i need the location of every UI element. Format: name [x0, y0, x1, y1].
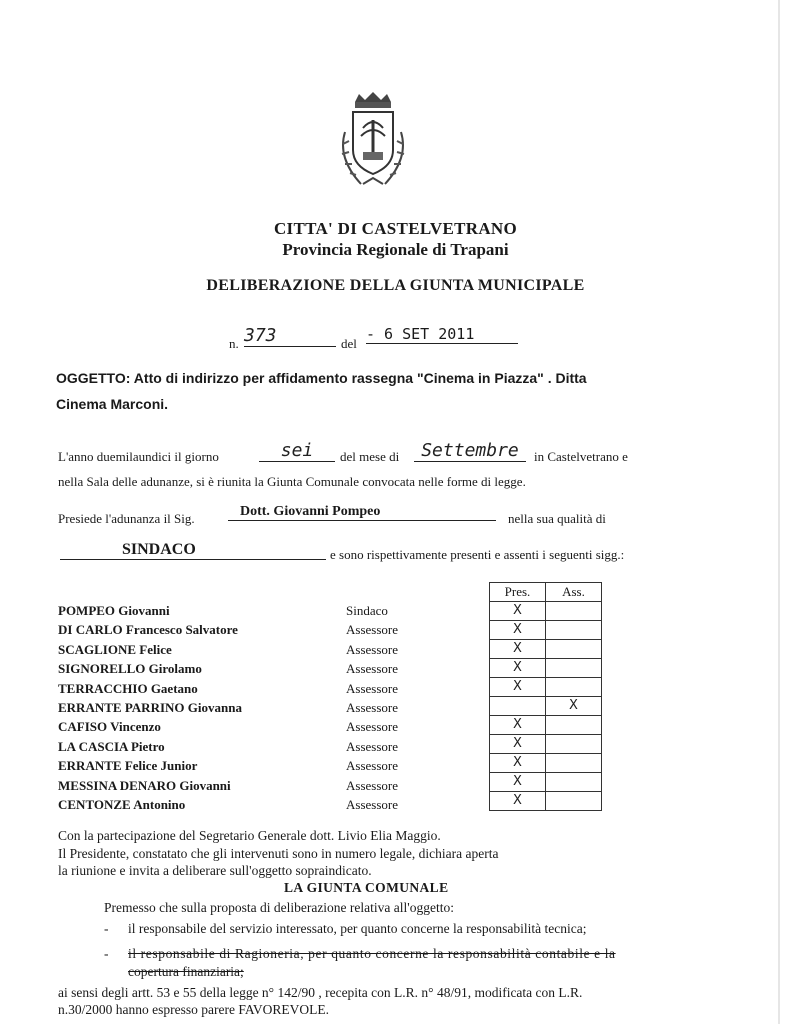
- attendance-row: [490, 602, 602, 621]
- oggetto-label: OGGETTO:: [56, 370, 131, 386]
- attendance-row: [490, 621, 602, 640]
- attendance-row: [490, 697, 602, 716]
- ass-mark: [546, 716, 602, 735]
- attendance-row: [490, 678, 602, 697]
- ass-mark: [546, 621, 602, 640]
- pres-mark: X: [490, 716, 546, 735]
- riunione-line: la riunione e invita a deliberare sull'oggetto sopraindicato.: [58, 863, 372, 878]
- pres-mark: X: [490, 735, 546, 754]
- bullet-copertura: copertura finanziaria;: [128, 964, 244, 979]
- day-field: sei: [259, 440, 335, 462]
- attendance-row: [490, 640, 602, 659]
- member-name: MESSINA DENARO Giovanni: [58, 777, 231, 793]
- premesso-line: Premesso che sulla proposta di deliberazione relativa all'oggetto:: [104, 900, 454, 915]
- month-field: Settembre: [414, 440, 526, 462]
- pres-mark: X: [490, 792, 546, 811]
- page-edge: [778, 0, 780, 1024]
- ass-mark: [546, 792, 602, 811]
- member-role: Assessore: [346, 758, 398, 774]
- member-name: CENTONZE Antonino: [58, 797, 186, 813]
- bullet-tecnica: il responsabile del servizio interessato, per quanto concerne la responsabilità tecnica;: [128, 921, 587, 936]
- attendance-table: [489, 582, 602, 811]
- oggetto-line-1: [56, 370, 587, 386]
- ass-mark: [546, 602, 602, 621]
- intro-anno: L'anno duemilaundici il giorno: [58, 449, 219, 464]
- attendance-row: [490, 716, 602, 735]
- body-paragraph: [58, 827, 498, 880]
- bullet-dash: -: [104, 921, 109, 936]
- carica-field: SINDACO: [60, 541, 326, 560]
- qualita-label: nella sua qualità di: [508, 511, 606, 526]
- ass-mark: X: [546, 697, 602, 716]
- city-title: CITTA' DI CASTELVETRANO: [273, 219, 518, 238]
- number-prefix: n.: [229, 336, 239, 351]
- member-role: Assessore: [346, 680, 398, 696]
- coat-of-arms-emblem: [333, 92, 413, 192]
- pres-mark: X: [490, 640, 546, 659]
- ass-mark: [546, 773, 602, 792]
- attendance-row: [490, 735, 602, 754]
- member-role: Assessore: [346, 622, 398, 638]
- presiede-label: Presiede l'adunanza il Sig.: [58, 511, 195, 526]
- attendance-row: [490, 754, 602, 773]
- member-role: Assessore: [346, 777, 398, 793]
- presenti-text: e sono rispettivamente presenti e assenti i seguenti sigg.:: [330, 547, 625, 562]
- bullet-dash: -: [104, 946, 109, 961]
- member-name: TERRACCHIO Gaetano: [58, 680, 198, 696]
- document-type: DELIBERAZIONE DELLA GIUNTA MUNICIPALE: [206, 277, 585, 294]
- province-title: Provincia Regionale di Trapani: [282, 240, 509, 259]
- member-name: DI CARLO Francesco Salvatore: [58, 622, 238, 638]
- ass-mark: [546, 640, 602, 659]
- segretario-line: Con la partecipazione del Segretario Generale dott. Livio Elia Maggio.: [58, 828, 441, 843]
- member-role: Sindaco: [346, 603, 388, 618]
- pres-header: Pres.: [490, 583, 546, 602]
- ass-mark: [546, 678, 602, 697]
- president-name: Dott. Giovanni Pompeo: [228, 504, 496, 521]
- member-name: SIGNORELLO Girolamo: [58, 661, 202, 677]
- member-role: Assessore: [346, 661, 398, 677]
- attendance-row: [490, 792, 602, 811]
- member-role: Assessore: [346, 797, 398, 813]
- member-role: Assessore: [346, 641, 398, 657]
- pres-mark: X: [490, 621, 546, 640]
- member-name: POMPEO Giovanni: [58, 603, 170, 618]
- oggetto-text-1: Atto di indirizzo per affidamento rassegna "Cinema in Piazza" . Ditta: [133, 370, 587, 386]
- pres-mark: [490, 697, 546, 716]
- ass-mark: [546, 754, 602, 773]
- member-role: Assessore: [346, 719, 398, 735]
- pres-mark: X: [490, 678, 546, 697]
- pres-mark: X: [490, 754, 546, 773]
- intro-line-2: nella Sala delle adunanze, si è riunita la Giunta Comunale convocata nelle forme di legge.: [58, 474, 526, 489]
- presidente-line: Il Presidente, constatato che gli intervenuti sono in numero legale, dichiara aperta: [58, 845, 499, 861]
- pres-mark: X: [490, 659, 546, 678]
- pres-mark: X: [490, 773, 546, 792]
- member-name: LA CASCIA Pietro: [58, 738, 165, 754]
- date-label: del: [341, 336, 357, 351]
- sensi-line-2: n.30/2000 hanno espresso parere FAVOREVOLE.: [58, 1002, 329, 1017]
- intro-place: in Castelvetrano e: [534, 449, 628, 464]
- member-name: ERRANTE PARRINO Giovanna: [58, 700, 242, 716]
- giunta-heading: LA GIUNTA COMUNALE: [284, 880, 449, 895]
- member-name: CAFISO Vincenzo: [58, 719, 161, 735]
- member-role: Assessore: [346, 738, 398, 754]
- oggetto-text-2: Cinema Marconi.: [56, 396, 169, 412]
- ass-mark: [546, 735, 602, 754]
- attendance-row: [490, 659, 602, 678]
- attendance-header-row: [490, 583, 602, 602]
- member-names: [58, 601, 242, 814]
- deliberation-date: - 6 SET 2011: [366, 325, 518, 344]
- ass-mark: [546, 659, 602, 678]
- attendance-row: [490, 773, 602, 792]
- ass-header: Ass.: [546, 583, 602, 602]
- deliberation-number: 373: [244, 325, 336, 347]
- member-name: SCAGLIONE Felice: [58, 641, 172, 657]
- pres-mark: X: [490, 602, 546, 621]
- member-role: Assessore: [346, 700, 398, 716]
- member-roles: [346, 601, 398, 814]
- bullet-ragioneria: il responsabile di Ragioneria, per quanto concerne la responsabilità contabile e la: [128, 946, 616, 961]
- month-label: del mese di: [340, 449, 400, 464]
- sensi-line-1: ai sensi degli artt. 53 e 55 della legge n° 142/90 , recepita con L.R. n° 48/91, modificata con L.R.: [58, 985, 583, 1000]
- member-name: ERRANTE Felice Junior: [58, 758, 198, 774]
